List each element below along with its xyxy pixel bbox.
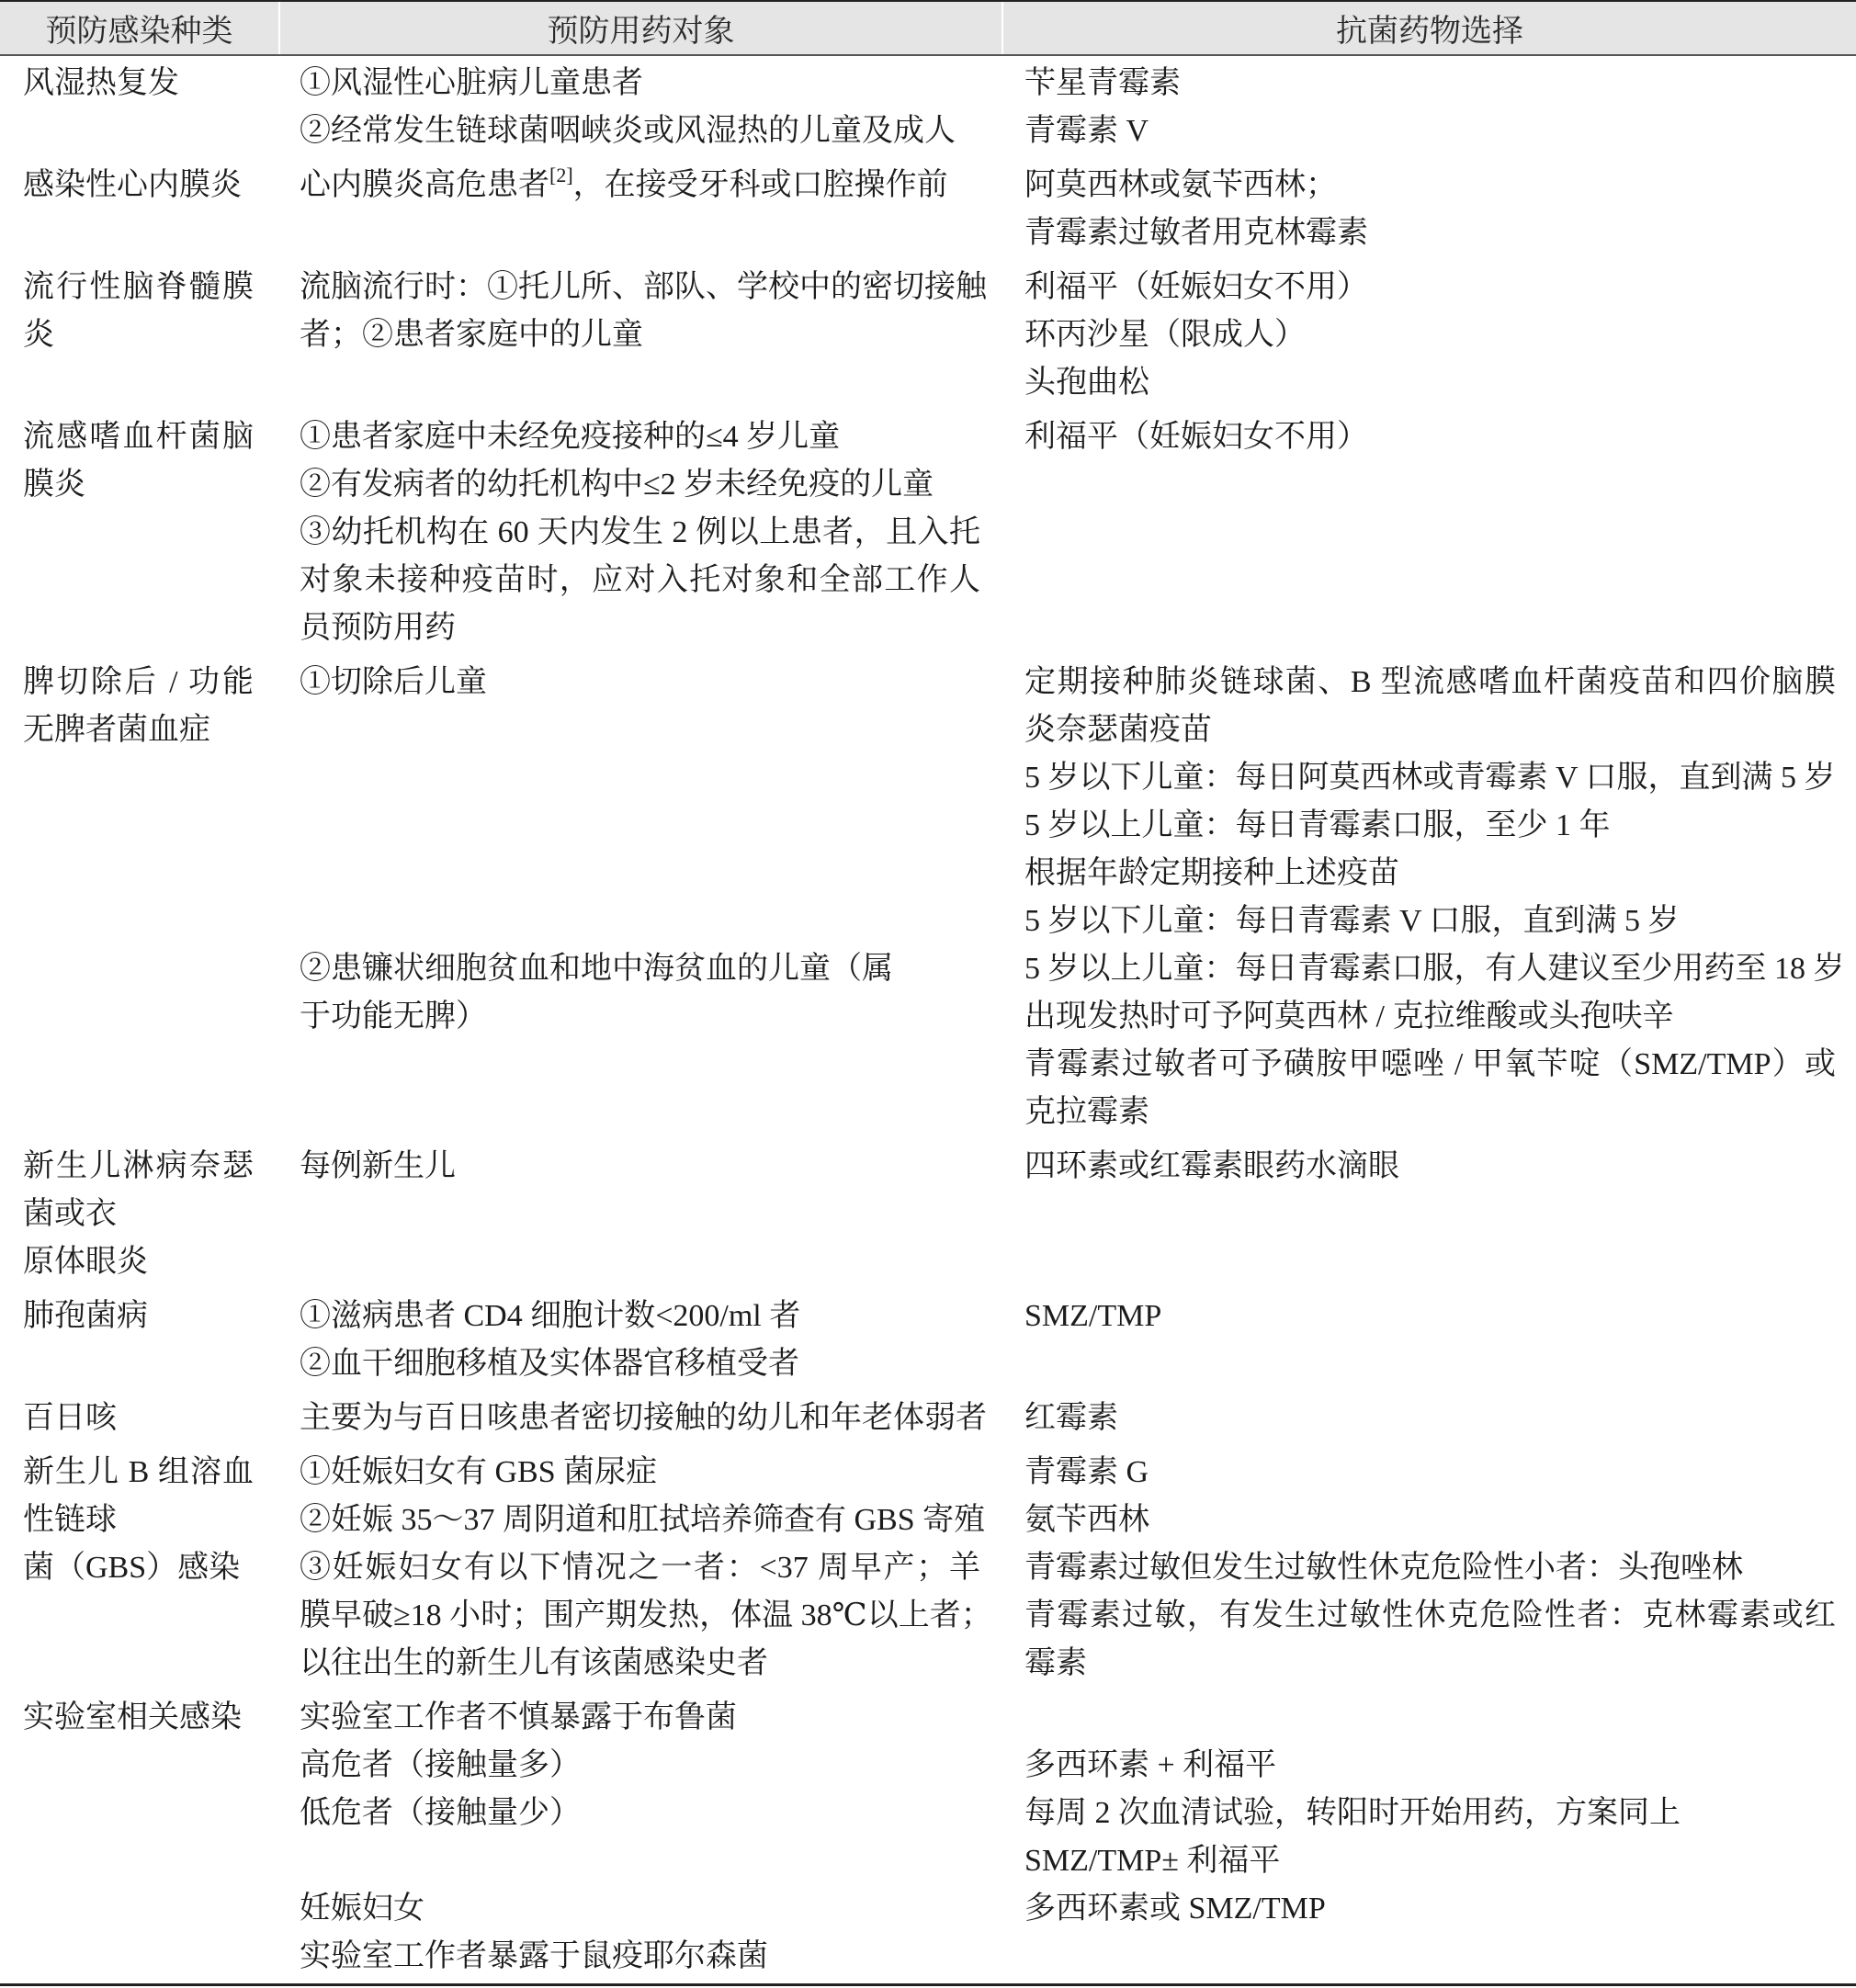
cell-entry: [300, 162, 980, 209]
cell-line: ②血干细胞移植及实体器官移植受者: [300, 1347, 799, 1381]
cell-entry: [300, 1449, 980, 1497]
cell-entry: [1024, 659, 1836, 754]
cell-entry: [300, 60, 980, 107]
cell-line: 青霉素过敏者用克林霉素: [1024, 216, 1368, 250]
cell-line: 主要为与百日咳患者密切接触的幼儿和年老体弱者: [300, 1401, 987, 1435]
cell-entry: [1024, 1449, 1836, 1497]
table-row: [0, 655, 1856, 1139]
cell-infection-type: [0, 1449, 278, 1688]
header-cell-target-population: 预防用药对象: [278, 2, 1002, 54]
cell-entry: [23, 659, 254, 754]
cell-entry: [23, 1143, 254, 1286]
cell-line: ②妊娠 35～37 周阴道和肛拭培养筛查有 GBS 寄殖: [300, 1503, 986, 1537]
cell-line: 5 岁以下儿童：每日青霉素 V 口服，直到满 5 岁: [1024, 904, 1680, 938]
cell-line: ①切除后儿童: [300, 665, 487, 699]
cell-antibiotic-choice: [1002, 1395, 1856, 1442]
cell-target-population: [278, 1143, 1002, 1286]
cell-line: 流感嗜血杆菌脑: [23, 420, 254, 454]
table-row: [0, 1289, 1856, 1391]
cell-line: ①滋病患者 CD4 细胞计数<200/ml 者: [300, 1299, 801, 1333]
cell-line: ②经常发生链球菌咽峡炎或风湿热的儿童及成人: [300, 114, 956, 148]
cell-line: 对象未接种疫苗时，应对入托对象和全部工作人: [300, 563, 980, 597]
cell-antibiotic-choice: [1002, 1449, 1856, 1688]
cell-line: 炎: [23, 318, 54, 352]
cell-line: 高危者（接触量多）: [300, 1748, 581, 1782]
cell-entry: [1024, 1837, 1836, 1885]
cell-line: 利福平（妊娠妇女不用）: [1024, 270, 1368, 304]
cell-infection-type: [0, 264, 278, 407]
cell-line: 妊娠妇女: [300, 1892, 424, 1926]
table-row: [0, 1445, 1856, 1690]
cell-antibiotic-choice: [1002, 162, 1856, 257]
table-row: [0, 158, 1856, 260]
cell-line: 定期接种肺炎链球菌、B 型流感嗜血杆菌疫苗和四价脑膜: [1024, 665, 1836, 699]
cell-line: 感染性心内膜炎: [23, 168, 242, 202]
cell-entry: [300, 509, 980, 652]
cell-target-population: [278, 413, 1002, 652]
cell-entry: [300, 659, 980, 706]
cell-line: 无脾者菌血症: [23, 713, 210, 747]
cell-target-population: [278, 162, 1002, 257]
cell-antibiotic-choice: [1002, 60, 1856, 155]
table-row: [0, 1139, 1856, 1289]
cell-entry: [1024, 1742, 1836, 1790]
cell-line: 实验室工作者暴露于鼠疫耶尔森菌: [300, 1939, 768, 1973]
cell-line: ②患镰状细胞贫血和地中海贫血的儿童（属: [300, 952, 893, 986]
cell-infection-type: [0, 659, 278, 1136]
cell-entry: [300, 1885, 980, 1933]
cell-entry: [1024, 60, 1836, 107]
cell-line: ①风湿性心脏病儿童患者: [300, 66, 643, 100]
cell-entry: [1024, 311, 1836, 359]
cell-entry: [1024, 359, 1836, 407]
cell-line: 菌（GBS）感染: [23, 1551, 241, 1585]
cell-infection-type: [0, 413, 278, 652]
cell-entry: [1024, 162, 1836, 209]
cell-antibiotic-choice: [1002, 1293, 1856, 1388]
cell-entry: [1024, 1885, 1836, 1933]
cell-line: 四环素或红霉素眼药水滴眼: [1024, 1149, 1399, 1183]
header-cell-antibiotic-choice: 抗菌药物选择: [1002, 2, 1856, 54]
reference-superscript: [2]: [549, 164, 573, 186]
cell-line: 克拉霉素: [1024, 1095, 1149, 1129]
cell-infection-type: [0, 1395, 278, 1442]
cell-line: 低危者（接触量少）: [300, 1796, 581, 1830]
table-body: [0, 56, 1856, 1983]
cell-target-population: [278, 659, 1002, 1136]
cell-line: 新生儿淋病奈瑟: [23, 1149, 254, 1183]
cell-line: [300, 162, 980, 209]
cell-infection-type: [0, 60, 278, 155]
cell-line: 膜早破≥18 小时；围产期发热，体温 38℃以上者；: [300, 1598, 992, 1632]
cell-line: 5 岁以上儿童：每日青霉素口服，至少 1 年: [1024, 808, 1611, 842]
cell-line: 每例新生儿: [300, 1149, 456, 1183]
cell-target-population: [278, 60, 1002, 155]
cell-target-population: [278, 1293, 1002, 1388]
cell-infection-type: [0, 1143, 278, 1286]
cell-line: 环丙沙星（限成人）: [1024, 318, 1306, 352]
cell-target-population: [278, 1694, 1002, 1981]
cell-entry: [23, 1449, 254, 1592]
cell-line: ①患者家庭中未经免疫接种的≤4 岁儿童: [300, 420, 841, 454]
cell-line: 阿莫西林或氨苄西林；: [1024, 168, 1337, 202]
cell-entry: [1024, 802, 1836, 850]
cell-entry: [23, 162, 254, 209]
cell-line: 利福平（妊娠妇女不用）: [1024, 420, 1368, 454]
cell-line: 膜炎: [23, 468, 85, 502]
cell-entry: [1024, 1395, 1836, 1442]
cell-entry: [300, 1544, 992, 1688]
cell-entry: [300, 1742, 980, 1790]
cell-line: 风湿热复发: [23, 66, 179, 100]
cell-entry: [23, 413, 254, 509]
cell-line: 于功能无脾）: [300, 1000, 487, 1034]
cell-line: 百日咳: [23, 1401, 117, 1435]
cell-antibiotic-choice: [1002, 264, 1856, 407]
cell-line: 原体眼炎: [23, 1245, 148, 1279]
cell-line: ②有发病者的幼托机构中≤2 岁未经免疫的儿童: [300, 468, 934, 502]
cell-line: SMZ/TMP± 利福平: [1024, 1844, 1281, 1878]
cell-target-population: [278, 264, 1002, 407]
cell-entry: [300, 1790, 980, 1837]
cell-line: 青霉素过敏但发生过敏性休克危险性小者：头孢唑林: [1024, 1551, 1743, 1585]
cell-line: ③妊娠妇女有以下情况之一者：<37 周早产；羊: [300, 1551, 980, 1585]
cell-entry: [300, 945, 980, 1041]
cell-target-population: [278, 1449, 1002, 1688]
cell-antibiotic-choice: [1002, 1694, 1856, 1981]
cell-entry: [23, 60, 254, 107]
cell-line: 每周 2 次血清试验，转阳时开始用药，方案同上: [1024, 1796, 1681, 1830]
cell-infection-type: [0, 162, 278, 257]
cell-line: ①妊娠妇女有 GBS 菌尿症: [300, 1455, 658, 1489]
cell-line: 炎奈瑟菌疫苗: [1024, 713, 1212, 747]
cell-entry: [1024, 754, 1836, 802]
cell-text: 心内膜炎高危患者: [300, 168, 549, 202]
cell-entry: [300, 1395, 987, 1442]
cell-line: 多西环素 + 利福平: [1024, 1748, 1277, 1782]
cell-entry: [23, 1694, 254, 1742]
cell-line: 流行性脑脊髓膜: [23, 270, 254, 304]
cell-entry: [1024, 1790, 1836, 1837]
cell-entry: [23, 1395, 254, 1442]
cell-infection-type: [0, 1293, 278, 1388]
cell-line: 菌或衣: [23, 1197, 117, 1231]
cell-line: 青霉素过敏，有发生过敏性休克危险性者：克林霉素或红: [1024, 1598, 1836, 1632]
cell-text: ，在接受牙科或口腔操作前: [572, 168, 948, 202]
table-bottom-rule: [0, 1983, 1856, 1986]
cell-entry: [1024, 1041, 1836, 1136]
cell-entry: [300, 413, 980, 461]
cell-line: 出现发热时可予阿莫西林 / 克拉维酸或头孢呋辛: [1024, 1000, 1674, 1034]
cell-entry: [23, 264, 254, 359]
header-cell-infection-type: 预防感染种类: [45, 15, 233, 49]
table-row: [0, 410, 1856, 655]
cell-antibiotic-choice: [1002, 659, 1856, 1136]
cell-entry: [300, 1293, 980, 1340]
cell-target-population: [278, 1395, 1002, 1442]
cell-entry: [1024, 1592, 1836, 1688]
cell-entry: [300, 1143, 980, 1191]
cell-line: 红霉素: [1024, 1401, 1118, 1435]
table-header: [0, 0, 1856, 56]
cell-entry: [1024, 1293, 1836, 1340]
cell-line: 以往出生的新生儿有该菌感染史者: [300, 1646, 768, 1680]
cell-entry: [1024, 264, 1836, 311]
cell-entry: [300, 107, 980, 155]
cell-line: 青霉素过敏者可予磺胺甲噁唑 / 甲氧苄啶（SMZ/TMP）或: [1024, 1047, 1836, 1081]
cell-line: 者；②患者家庭中的儿童: [300, 318, 643, 352]
cell-entry: [300, 1933, 980, 1981]
cell-entry: [300, 1694, 980, 1742]
cell-entry: [300, 264, 987, 359]
cell-line: 员预防用药: [300, 611, 456, 645]
cell-line: 5 岁以上儿童：每日青霉素口服，有人建议至少用药至 18 岁: [1024, 952, 1845, 986]
cell-infection-type: [0, 1694, 278, 1981]
cell-line: SMZ/TMP: [1024, 1299, 1162, 1333]
cell-line: 流脑流行时：①托儿所、部队、学校中的密切接触: [300, 270, 987, 304]
cell-line: 青霉素 V: [1024, 114, 1149, 148]
cell-line: 多西环素或 SMZ/TMP: [1024, 1892, 1326, 1926]
cell-line: 实验室相关感染: [23, 1700, 242, 1734]
table-row: [0, 1391, 1856, 1445]
cell-line: 氨苄西林: [1024, 1503, 1149, 1537]
cell-line: 根据年龄定期接种上述疫苗: [1024, 856, 1399, 890]
cell-entry: [1024, 898, 1836, 945]
cell-line: 实验室工作者不慎暴露于布鲁菌: [300, 1700, 737, 1734]
cell-line: 5 岁以下儿童：每日阿莫西林或青霉素 V 口服，直到满 5 岁: [1024, 761, 1836, 795]
cell-antibiotic-choice: [1002, 1143, 1856, 1286]
cell-line: 青霉素 G: [1024, 1455, 1149, 1489]
cell-line: 苄星青霉素: [1024, 66, 1181, 100]
table-row: [0, 1690, 1856, 1983]
cell-line: ③幼托机构在 60 天内发生 2 例以上患者，且入托: [300, 515, 980, 549]
cell-entry: [1024, 107, 1836, 155]
cell-entry: [1024, 413, 1836, 461]
table-row: [0, 260, 1856, 410]
cell-entry: [1024, 209, 1836, 257]
cell-entry: [1024, 850, 1836, 898]
cell-entry: [1024, 1544, 1836, 1592]
cell-antibiotic-choice: [1002, 413, 1856, 652]
cell-entry: [1024, 1497, 1836, 1544]
cell-line: 新生儿 B 组溶血: [23, 1455, 254, 1489]
table-row: [0, 56, 1856, 158]
cell-entry: [1024, 945, 1845, 993]
cell-entry: [1024, 993, 1836, 1041]
cell-line: 性链球: [23, 1503, 117, 1537]
cell-entry: [300, 461, 980, 509]
cell-line: 头孢曲松: [1024, 366, 1149, 400]
cell-entry: [300, 1497, 986, 1544]
cell-line: 脾切除后 / 功能: [23, 665, 254, 699]
cell-entry: [23, 1293, 254, 1340]
cell-entry: [1024, 1143, 1836, 1191]
cell-line: 肺孢菌病: [23, 1299, 148, 1333]
cell-entry: [300, 1340, 980, 1388]
cell-line: 霉素: [1024, 1646, 1087, 1680]
